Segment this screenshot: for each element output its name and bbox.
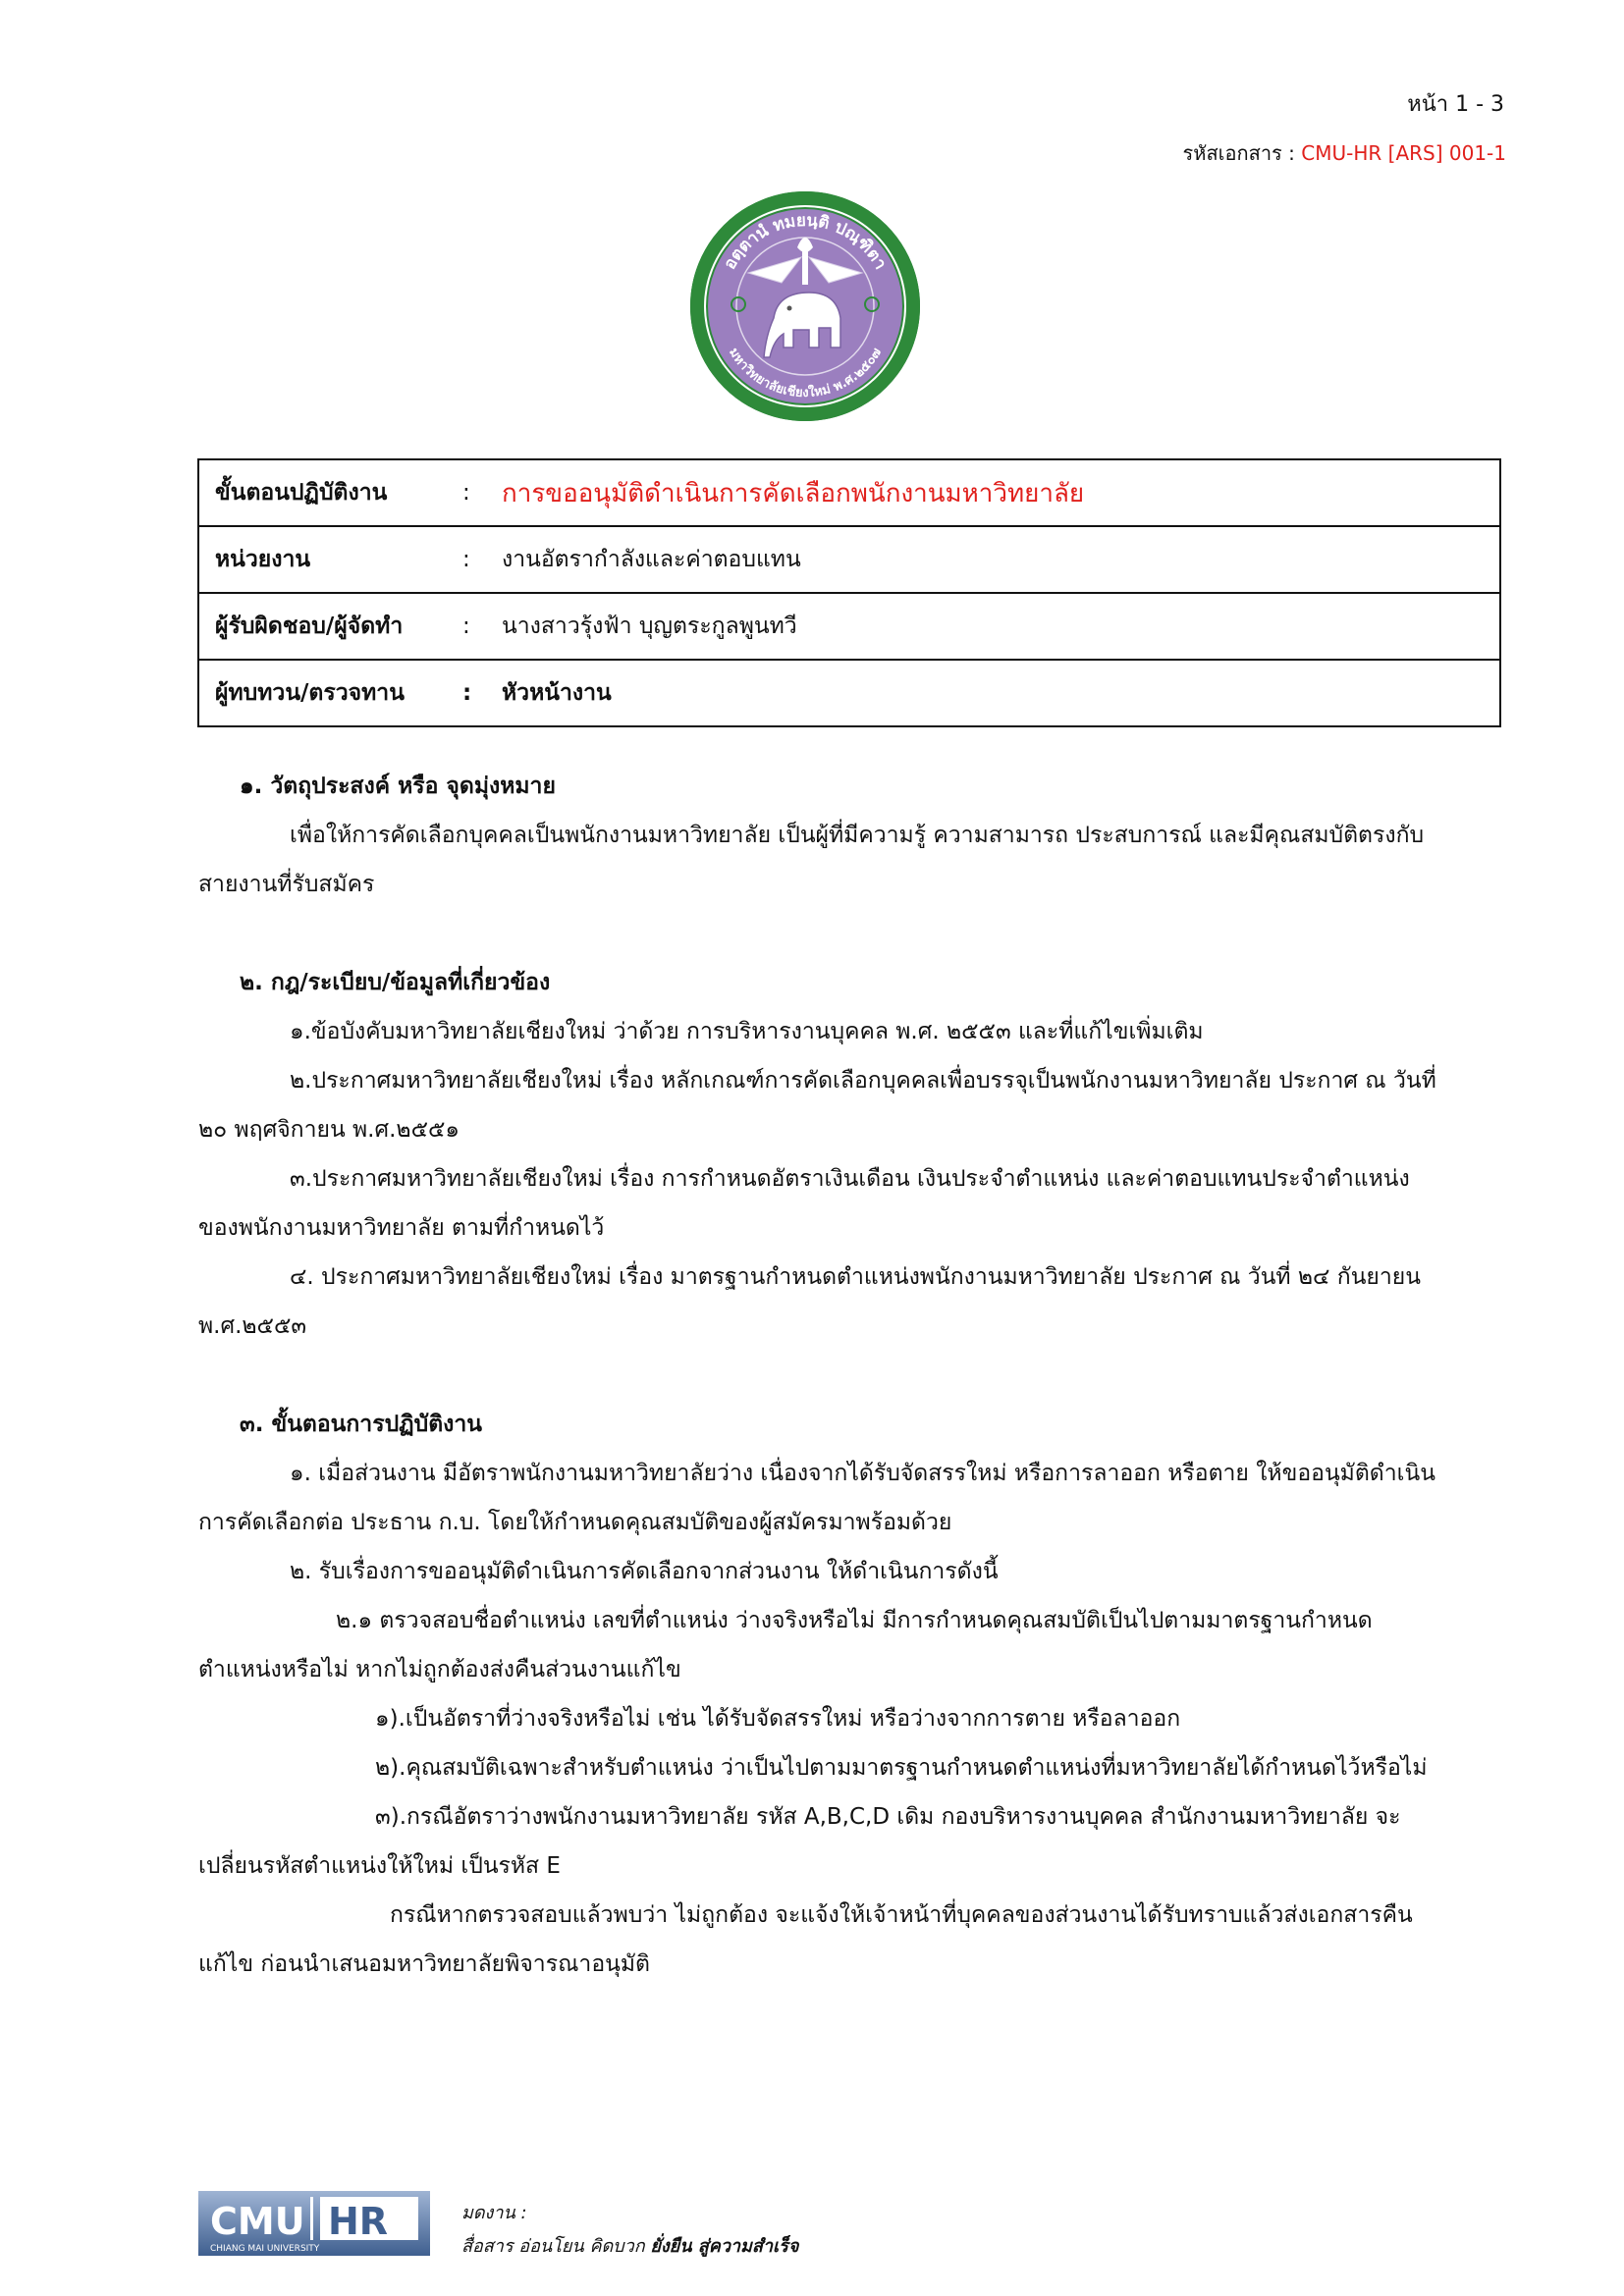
section-3-item-1: ๑. เมื่อส่วนงาน มีอัตราพนักงานมหาวิทยาลัยว่าง เนื่องจากได้รับจัดสรรใหม่ หรือการลาออก หรือตาย ให้ขออนุมัติดำเนินการคัดเลือกต่อ ประธาน ก.บ. โดยให้กำหนดคุณสมบัติของผู้สมัครมาพร้อมด้วย bbox=[198, 1461, 1435, 1535]
section-3-sub-1: ๑).เป็นอัตราที่ว่างจริงหรือไม่ เช่น ได้รับจัดสรรใหม่ หรือว่างจากการตาย หรือลาออก bbox=[375, 1706, 1181, 1732]
reviewer-label: ผู้ทบทวน/ตรวจทาน bbox=[215, 680, 405, 706]
colon: : bbox=[462, 614, 470, 639]
seal-bottom-text: มหาวิทยาลัยเชียงใหม่ พ.ศ.๒๕๐๗ bbox=[726, 346, 885, 401]
procedure-label: ขั้นตอนปฏิบัติงาน bbox=[215, 480, 388, 506]
section-2-item-2: ๒.ประกาศมหาวิทยาลัยเชียงใหม่ เรื่อง หลักเกณฑ์การคัดเลือกบุคคลเพื่อบรรจุเป็นพนักงานมหาวิทยาลัย ประกาศ ณ วันที่ ๒๐ พฤศจิกายน พ.ศ.๒๕๕๑ bbox=[198, 1068, 1436, 1143]
colon: : bbox=[462, 680, 472, 706]
document-code bbox=[1183, 137, 1506, 169]
procedure-value: การขออนุมัติดำเนินการคัดเลือกพนักงานมหาวิทยาลัย bbox=[502, 478, 1085, 508]
section-3-sub-3: ๓).กรณีอัตราว่างพนักงานมหาวิทยาลัย รหัส A,B,C,D เดิม กองบริหารงานบุคคล สำนักงานมหาวิทยาลัย จะเปลี่ยนรหัสตำแหน่งให้ใหม่ เป็นรหัส E bbox=[198, 1804, 1401, 1879]
section-1-heading: ๑. วัตถุประสงค์ หรือ จุดมุ่งหมาย bbox=[240, 774, 556, 799]
university-seal-icon bbox=[687, 188, 923, 424]
section-3-note: กรณีหากตรวจสอบแล้วพบว่า ไม่ถูกต้อง จะแจ้งให้เจ้าหน้าที่บุคคลของส่วนงานได้รับทราบแล้วส่งเอกสารคืนแก้ไข ก่อนนำเสนอมหาวิทยาลัยพิจารณาอนุมัติ bbox=[198, 1902, 1413, 1977]
responsible-value: นางสาวรุ้งฟ้า บุญตระกูลพูนทวี bbox=[502, 614, 797, 639]
responsible-label: ผู้รับผิดชอบ/ผู้จัดทำ bbox=[215, 614, 404, 639]
department-label: หน่วยงาน bbox=[215, 547, 311, 572]
table-row bbox=[198, 593, 1500, 660]
section-3-item-2-1: ๒.๑ ตรวจสอบชื่อตำแหน่ง เลขที่ตำแหน่ง ว่างจริงหรือไม่ มีการกำหนดคุณสมบัติเป็นไปตามมาตรฐานกำหนดตำแหน่งหรือไม่ หากไม่ถูกต้องส่งคืนส่วนงานแก้ไข bbox=[198, 1608, 1373, 1682]
section-3-heading: ๓. ขั้นตอนการปฏิบัติงาน bbox=[240, 1412, 483, 1437]
section-2-item-1: ๑.ข้อบังคับมหาวิทยาลัยเชียงใหม่ ว่าด้วย การบริหารงานบุคคล พ.ศ. ๒๕๕๓ และที่แก้ไขเพิ่มเติม bbox=[290, 1019, 1204, 1044]
department-value: งานอัตรากำลังและค่าตอบแทน bbox=[502, 547, 801, 572]
table-row bbox=[198, 526, 1500, 593]
section-3-sub-2: ๒).คุณสมบัติเฉพาะสำหรับตำแหน่ง ว่าเป็นไปตามมาตรฐานกำหนดตำแหน่งที่มหาวิทยาลัยได้กำหนดไว้หรือไม่ bbox=[375, 1755, 1428, 1781]
motto-label: มดงาน : bbox=[461, 2203, 527, 2223]
section-2-heading: ๒. กฎ/ระเบียบ/ข้อมูลที่เกี่ยวข้อง bbox=[240, 970, 551, 995]
colon: : bbox=[462, 547, 470, 572]
footer-motto bbox=[461, 2197, 798, 2264]
procedure-info-table bbox=[197, 458, 1501, 727]
reviewer-value: หัวหน้างาน bbox=[502, 680, 612, 706]
logo-sub-text: CHIANG MAI UNIVERSITY bbox=[210, 2244, 320, 2254]
section-1-paragraph: เพื่อให้การคัดเลือกบุคคลเป็นพนักงานมหาวิทยาลัย เป็นผู้ที่มีความรู้ ความสามารถ ประสบการณ์ และมีคุณสมบัติตรงกับสายงานที่รับสมัคร bbox=[198, 823, 1425, 897]
cmu-hr-logo-icon bbox=[198, 2191, 430, 2256]
motto-text: สื่อสาร อ่อนโยน คิดบวก bbox=[461, 2236, 645, 2257]
page-number: หน้า 1 - 3 bbox=[1407, 92, 1504, 117]
colon: : bbox=[462, 480, 470, 506]
section-3-item-2: ๒. รับเรื่องการขออนุมัติดำเนินการคัดเลือกจากส่วนงาน ให้ดำเนินการดังนี้ bbox=[290, 1559, 999, 1584]
document-code-label: รหัสเอกสาร : bbox=[1182, 141, 1302, 165]
section-2-item-3: ๓.ประกาศมหาวิทยาลัยเชียงใหม่ เรื่อง การกำหนดอัตราเงินเดือน เงินประจำตำแหน่ง และค่าตอบแทนประจำตำแหน่งของพนักงานมหาวิทยาลัย ตามที่กำหนดไว้ bbox=[198, 1166, 1410, 1241]
seal-top-text: อตฺตานํ ทมยนฺติ ปณฺฑิตา bbox=[720, 210, 891, 274]
table-row bbox=[198, 459, 1500, 526]
document-code-value: CMU-HR [ARS] 001-1 bbox=[1301, 141, 1506, 165]
table-row bbox=[198, 660, 1500, 726]
logo-cmu-text: CMU bbox=[210, 2200, 305, 2243]
section-2-item-4: ๔. ประกาศมหาวิทยาลัยเชียงใหม่ เรื่อง มาตรฐานกำหนดตำแหน่งพนักงานมหาวิทยาลัย ประกาศ ณ วันที่ ๒๔ กันยายน พ.ศ.๒๕๕๓ bbox=[198, 1264, 1422, 1339]
motto-bold-text: ยั่งยืน สู่ความสำเร็จ bbox=[650, 2236, 799, 2257]
logo-hr-text: HR bbox=[328, 2200, 389, 2243]
document-body bbox=[198, 762, 1437, 1989]
